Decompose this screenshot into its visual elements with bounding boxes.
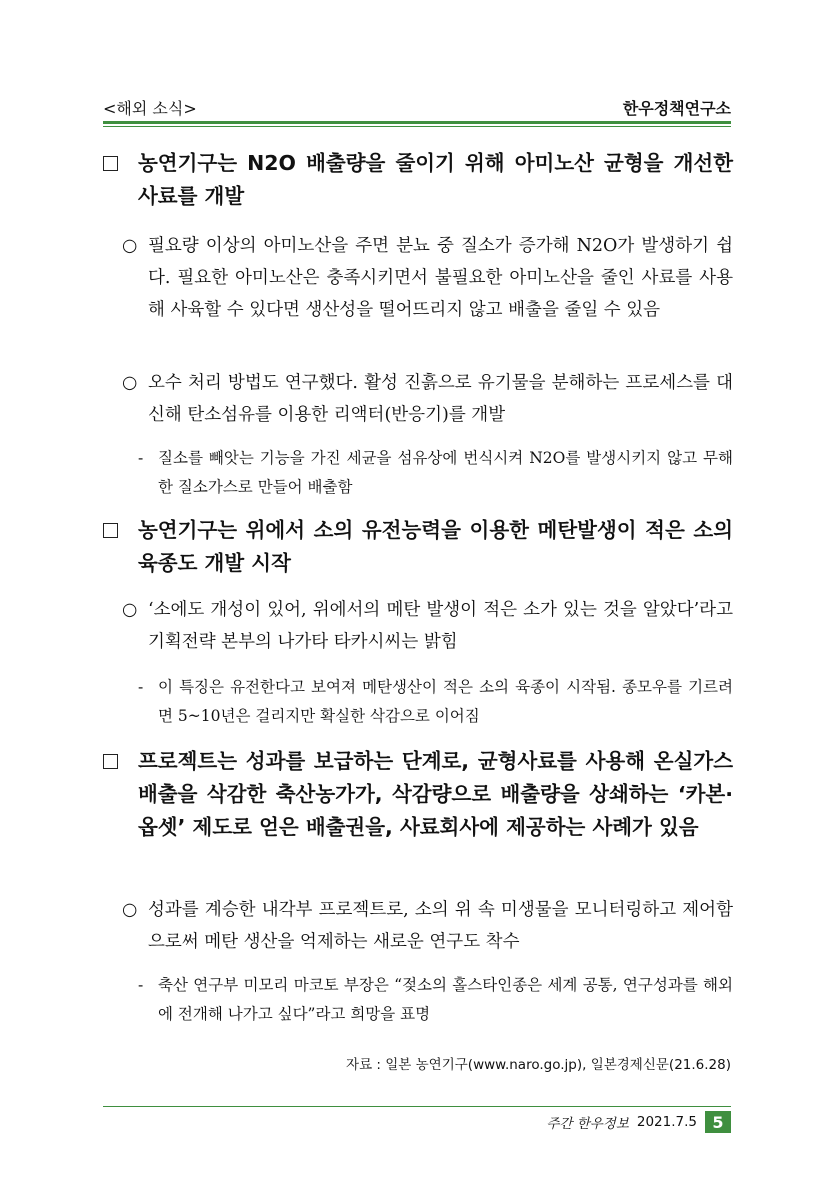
section-3-dash-1-text: 축산 연구부 미모리 마코토 부장은 “젖소의 홀스타인종은 세계 공통, 연구성과를 해외에 전개해 나가고 싶다”라고 희망을 표명 (158, 976, 733, 1023)
section-1-bullet-1-text: 필요량 이상의 아미노산을 주면 분뇨 중 질소가 증가해 N2O가 발생하기 쉽다. 필요한 아미노산은 충족시키면서 불필요한 아미노산을 줄인 사료를 사용해 사육할 수 있다면 생산성을 떨어뜨리지 않고 배출을 줄일 수 있음 (148, 236, 733, 320)
section-1-bullet-2 (122, 367, 733, 431)
header-rule-thick (103, 121, 731, 124)
section-2-dash-1-text: 이 특징은 유전한다고 보여져 메탄생산이 적은 소의 육종이 시작됨. 종모우를 기르려면 5~10년은 걸리지만 확실한 삭감으로 이어짐 (158, 678, 733, 725)
section-1-dash-1 (138, 444, 733, 502)
footer-publication: 주간 한우정보 (546, 1116, 629, 1132)
section-2-bullet-1 (122, 594, 733, 658)
checkbox-square-icon (103, 754, 118, 769)
section-2-title: 농연기구는 위에서 소의 유전능력을 이용한 메탄발생이 적은 소의 육종도 개발 시작 (138, 518, 733, 575)
checkbox-square-icon (103, 156, 118, 171)
section-1-heading (103, 147, 733, 213)
circle-bullet-icon: ○ (122, 900, 138, 920)
checkbox-square-icon (103, 523, 118, 538)
section-2-bullet-1-text: ‘소에도 개성이 있어, 위에서의 메탄 발생이 적은 소가 있는 것을 알았다’라고 기획전략 본부의 나가타 타카시씨는 밝힘 (148, 600, 733, 652)
footer-rule (103, 1106, 731, 1107)
section-3-heading (103, 745, 733, 844)
footer-date: 2021.7.5 (636, 1114, 697, 1130)
header-rule-thin (103, 126, 731, 127)
section-3-bullet-1-text: 성과를 계승한 내각부 프로젝트로, 소의 위 속 미생물을 모니터링하고 제어함으로써 메탄 생산을 억제하는 새로운 연구도 착수 (148, 900, 733, 952)
section-2-heading (103, 514, 733, 580)
page-number: 5 (705, 1111, 731, 1133)
section-3-title: 프로젝트는 성과를 보급하는 단계로, 균형사료를 사용해 온실가스 배출을 삭감한 축산농가가, 삭감량으로 배출량을 상쇄하는 ‘카본·옵셋’ 제도로 얻은 배출권을, 사료회사에 제공하는 사례가 있음 (138, 749, 733, 839)
section-3-bullet-1 (122, 894, 733, 958)
page-header (103, 94, 731, 120)
dash-marker: - (138, 976, 144, 994)
source-citation: 자료 : 일본 농연기구(www.naro.go.jp), 일본경제신문(21.6.28) (346, 1057, 731, 1073)
header-category: <해외 소식> (103, 99, 197, 118)
circle-bullet-icon: ○ (122, 236, 138, 256)
section-3-dash-1 (138, 971, 733, 1029)
section-2-dash-1 (138, 673, 733, 731)
section-1-title: 농연기구는 N2O 배출량을 줄이기 위해 아미노산 균형을 개선한 사료를 개발 (138, 151, 733, 208)
dash-marker: - (138, 678, 144, 696)
dash-marker: - (138, 449, 144, 467)
section-1-dash-1-text: 질소를 빼앗는 기능을 가진 세균을 섬유상에 번식시켜 N2O를 발생시키지 않고 무해한 질소가스로 만들어 배출함 (158, 449, 733, 496)
circle-bullet-icon: ○ (122, 600, 138, 620)
page-footer (546, 1111, 731, 1133)
circle-bullet-icon: ○ (122, 373, 138, 393)
section-1-bullet-1 (122, 230, 733, 326)
header-publisher: 한우정책연구소 (622, 99, 731, 118)
section-1-bullet-2-text: 오수 처리 방법도 연구했다. 활성 진흙으로 유기물을 분해하는 프로세스를 대신해 탄소섬유를 이용한 리액터(반응기)를 개발 (148, 373, 733, 425)
